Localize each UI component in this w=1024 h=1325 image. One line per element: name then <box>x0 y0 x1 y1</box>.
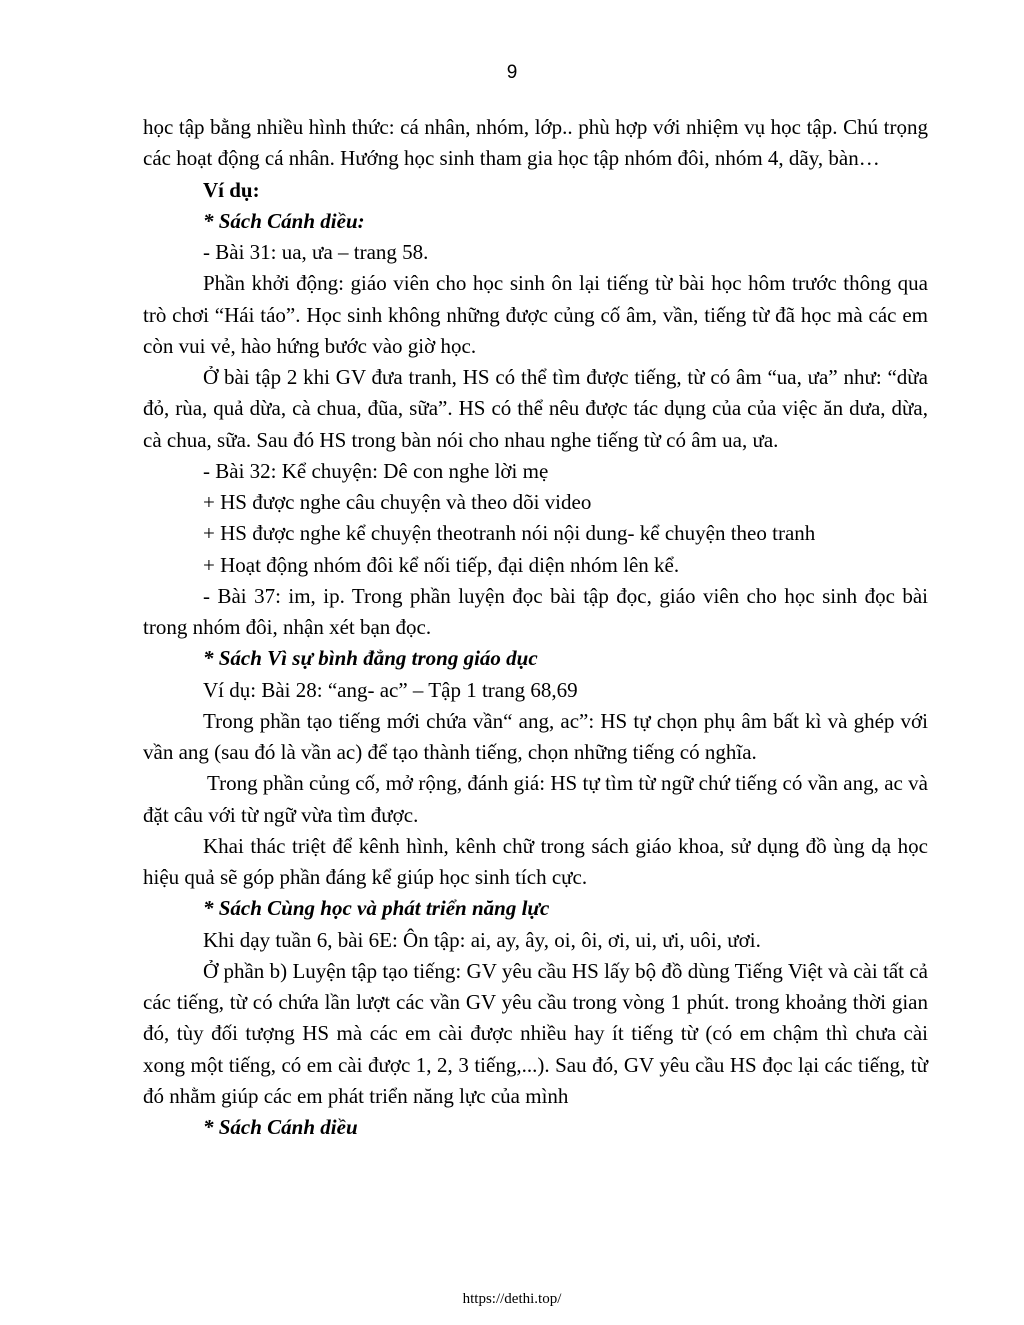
page-number: 9 <box>506 62 518 83</box>
paragraph-week-6: Khi dạy tuần 6, bài 6E: Ôn tập: ai, ay, ây, oi, ôi, ơi, ui, ưi, uôi, ươi. <box>203 927 761 952</box>
paragraph-intro: học tập bằng nhiều hình thức: cá nhân, nhóm, lớp.. phù hợp với nhiệm vụ học tập. Chú trọng các hoạt động cá nhân. Hướng học sinh tham gia học tập nhóm đôi, nhóm 4, dãy, bàn… <box>143 115 928 171</box>
paragraph-practice-b: Ở phần b) Luyện tập tạo tiếng: GV yêu cầu HS lấy bộ đồ dùng Tiếng Việt và cài tất cả các tiếng, từ có chứa lần lượt các vần GV yêu cầu trong vòng 1 phút. trong khoảng thời gian đó, tùy đối tượng HS mà các em cài được nhiều hay ít tiếng từ (có em chậm thì chưa cài xong một tiếng, có em cài được 1, 2, 3 tiếng,...). Sau đó, GV yêu cầu HS đọc lại các tiếng, từ đó nhằm giúp các em phát triển năng lực của mình <box>143 958 928 1108</box>
paragraph-new-words: Trong phần tạo tiếng mới chứa vần“ ang, ac”: HS tự chọn phụ âm bất kì và ghép với vần ang (sau đó là vần ac) để tạo thành tiếng, chọn những tiếng có nghĩa. <box>143 708 928 764</box>
list-item-pair-activity: + Hoạt động nhóm đôi kể nối tiếp, đại diện nhóm lên kể. <box>203 552 680 577</box>
body-text <box>143 112 928 1143</box>
section-heading-canh-dieu-2: * Sách Cánh diều <box>203 1115 358 1139</box>
section-heading-cung-hoc: * Sách Cùng học và phát triển năng lực <box>203 896 550 921</box>
example-lesson-28: Ví dụ: Bài 28: “ang- ac” – Tập 1 trang 68,69 <box>203 677 578 702</box>
footer-url: https://dethi.top/ <box>462 1291 562 1307</box>
section-heading-canh-dieu: * Sách Cánh diều: <box>203 208 365 233</box>
lesson-32-line: - Bài 32: Kể chuyện: Dê con nghe lời mẹ <box>203 458 549 483</box>
example-heading: Ví dụ: <box>203 177 260 202</box>
paragraph-consolidation: Trong phần củng cố, mở rộng, đánh giá: HS tự tìm từ ngữ chứ tiếng có vần ang, ac và đặt câu với từ ngữ vừa tìm được. <box>143 771 928 827</box>
list-item-storytelling: + HS được nghe kể chuyện theotranh nói nội dung- kể chuyện theo tranh <box>203 521 816 546</box>
paragraph-exercise-2: Ở bài tập 2 khi GV đưa tranh, HS có thể tìm được tiếng, từ có âm “ua, ưa” như: “dừa đỏ, rùa, quả dừa, cà chua, đũa, sữa”. HS có thể nêu được tác dụng của của việc ăn dưa, dừa, cà chua, sữa. Sau đó HS trong bàn nói cho nhau nghe tiếng từ có âm ua, ưa. <box>143 365 928 452</box>
paragraph-textbook-use: Khai thác triệt để kênh hình, kênh chữ trong sách giáo khoa, sử dụng đồ ùng dạ học hiệu quả sẽ góp phần đáng kể giúp học sinh tích cực. <box>143 833 928 889</box>
paragraph-lesson-37: - Bài 37: im, ip. Trong phần luyện đọc bài tập đọc, giáo viên cho học sinh đọc bài trong nhóm đôi, nhận xét bạn đọc. <box>143 583 928 639</box>
lesson-31-line: - Bài 31: ua, ưa – trang 58. <box>203 240 429 264</box>
paragraph-warmup: Phần khởi động: giáo viên cho học sinh ôn lại tiếng từ bài học hôm trước thông qua trò chơi “Hái táo”. Học sinh không những được củng cố âm, vần, tiếng từ đã học mà các em còn vui vẻ, hào hứng bước vào giờ học. <box>143 271 928 358</box>
list-item-video: + HS được nghe câu chuyện và theo dõi video <box>203 490 592 514</box>
section-heading-vi-su-binh-dang: * Sách Vì sự bình đẳng trong giáo dục <box>203 646 538 671</box>
